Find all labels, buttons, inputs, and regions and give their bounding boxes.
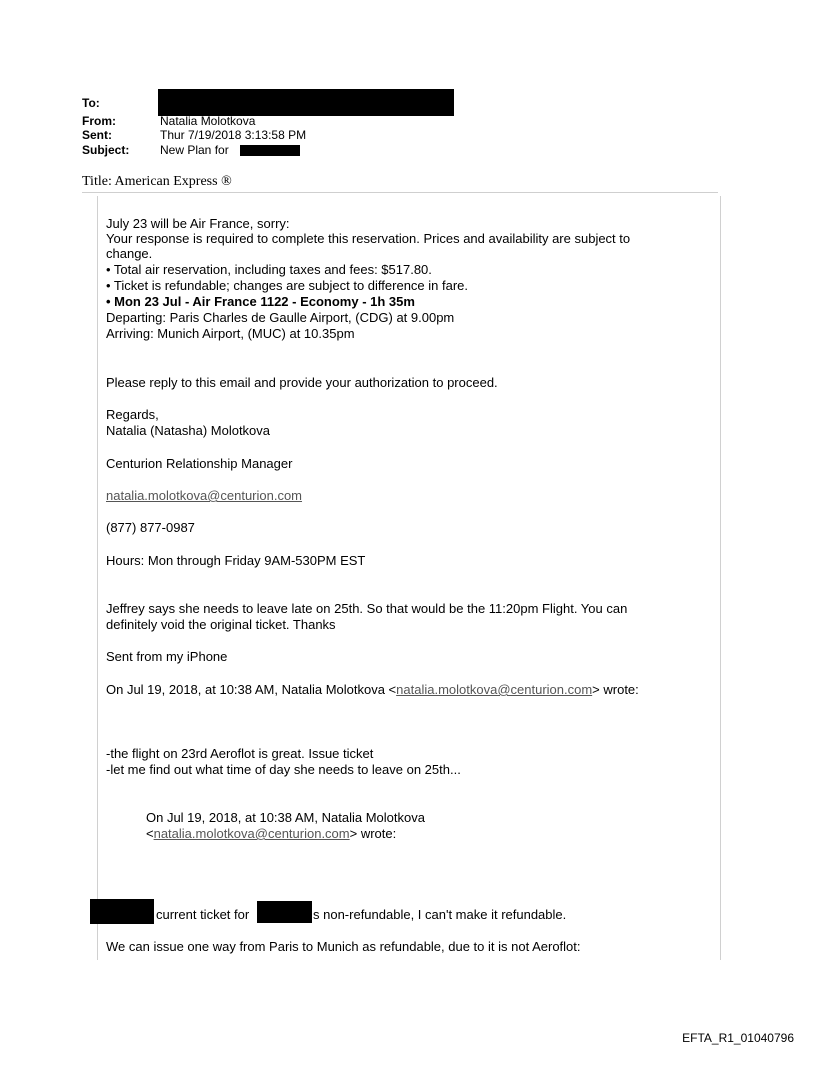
wrote-line-1-email-link[interactable]: natalia.molotkova@centurion.com <box>396 682 593 697</box>
title-line: Title: American Express ® <box>82 174 718 193</box>
subject-value: New Plan for <box>160 143 229 157</box>
quote-line-2: We can issue one way from Paris to Munich as refundable, due to it is not Aeroflot: <box>106 939 581 954</box>
quote-line-1a: current ticket for <box>156 907 250 922</box>
jeffrey-line-2: definitely void the original ticket. Thanks <box>106 617 336 632</box>
body-line-3: change. <box>106 246 153 261</box>
wrote-line-1-suffix: > wrote: <box>592 682 639 697</box>
document-id: EFTA_R1_01040796 <box>682 1031 794 1045</box>
sent-from-line: Sent from my iPhone <box>106 649 228 664</box>
signature-hours: Hours: Mon through Friday 9AM-530PM EST <box>106 553 366 568</box>
wrote-line-3 <box>146 826 396 841</box>
jeffrey-line-1: Jeffrey says she needs to leave late on 25th. So that would be the 11:20pm Flight. You can <box>106 601 628 616</box>
from-label: From: <box>82 114 116 128</box>
redaction-to <box>158 89 454 116</box>
body-line-5: • Ticket is refundable; changes are subject to difference in fare. <box>106 278 469 293</box>
wrote-line-1 <box>106 682 639 697</box>
wrote-line-2: On Jul 19, 2018, at 10:38 AM, Natalia Molotkova <box>146 810 425 825</box>
body-line-10: Regards, <box>106 407 159 422</box>
redaction-quote-1 <box>90 899 154 924</box>
body-line-9: Please reply to this email and provide your authorization to proceed. <box>106 375 498 390</box>
signature-email-link[interactable]: natalia.molotkova@centurion.com <box>106 488 303 503</box>
subject-label: Subject: <box>82 143 130 157</box>
wrote-line-3-prefix: < <box>146 826 154 841</box>
body-line-6: • Mon 23 Jul - Air France 1122 - Economy - 1h 35m <box>106 294 415 309</box>
to-label: To: <box>82 96 100 110</box>
quote-line-1b: s non-refundable, I can't make it refundable. <box>313 907 567 922</box>
body-line-11: Natalia (Natasha) Molotkova <box>106 423 271 438</box>
body-line-4: • Total air reservation, including taxes and fees: $517.80. <box>106 262 432 277</box>
body-line-2: Your response is required to complete this reservation. Prices and availability are subject to <box>106 231 631 246</box>
from-value: Natalia Molotkova <box>160 114 256 128</box>
wrote-line-3-email-link[interactable]: natalia.molotkova@centurion.com <box>153 826 350 841</box>
body-line-12: Centurion Relationship Manager <box>106 456 293 471</box>
sent-value: Thur 7/19/2018 3:13:58 PM <box>160 128 307 142</box>
redaction-quote-2 <box>257 901 312 923</box>
sent-label: Sent: <box>82 128 112 142</box>
forward-line-2: -let me find out what time of day she needs to leave on 25th... <box>106 762 461 777</box>
redaction-subject <box>240 145 300 156</box>
body-line-8: Arriving: Munich Airport, (MUC) at 10.35pm <box>106 326 355 341</box>
body-line-7: Departing: Paris Charles de Gaulle Airport, (CDG) at 9.00pm <box>106 310 455 325</box>
wrote-line-3-suffix: > wrote: <box>349 826 397 841</box>
body-line-1: July 23 will be Air France, sorry: <box>106 216 290 231</box>
forward-line-1: -the flight on 23rd Aeroflot is great. Issue ticket <box>106 746 374 761</box>
signature-phone: (877) 877-0987 <box>106 520 195 535</box>
wrote-line-1-prefix: On Jul 19, 2018, at 10:38 AM, Natalia Molotkova < <box>106 682 397 697</box>
